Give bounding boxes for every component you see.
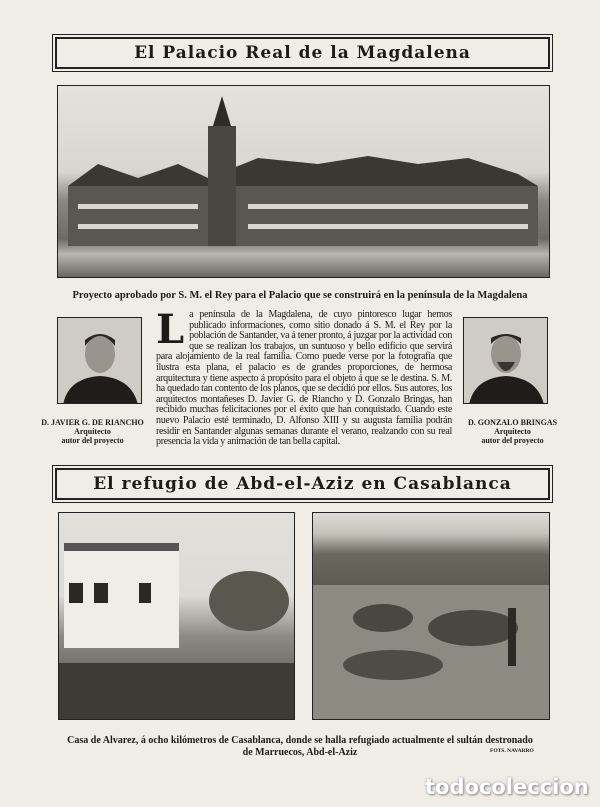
portrait-left-role: Arquitecto [74, 427, 111, 436]
drop-cap: L [156, 306, 185, 353]
palace-photo [57, 85, 550, 278]
casa-caption [20, 735, 580, 759]
portrait-right-detail: autor del proyecto [481, 436, 544, 445]
section-title-palacio: El Palacio Real de la Magdalena [55, 37, 550, 69]
portrait-left-name: D. JAVIER G. DE RIANCHO [41, 418, 144, 427]
article-text [156, 306, 453, 448]
palace-photo-caption: Proyecto aprobado por S. M. el Rey para el Palacio que se construirá en la península de la Magdalena [72, 290, 528, 301]
casa-caption-line1: Casa de Alvarez, á ocho kilómetros de Casablanca, donde se halla refugiado actualmente el sultán destronado [67, 735, 533, 746]
portrait-right-name: D. GONZALO BRINGAS [467, 418, 558, 427]
section-title-refugio: El refugio de Abd-el-Aziz en Casablanca [55, 468, 550, 500]
article-body: a península de la Magdalena, de cuyo pintoresco lugar hemos publicado informaciones, como sitio donado á S. M. el Rey por la población de Santander, va á tener pronto, á juzgar por la actividad con que se realizan los trabajos, un suntuoso y bello edificio que servirá para alojamiento de la real familia. Como puede verse por la fotografía que ilustra esta plana, el palacio es de grandes proporciones, de hermosa arquitectura y tiene aspecto á propósito para el objeto á que se le destina. S. M. ha quedado tan contento de los planos, que se decidió por ellos. Sus autores, los arquitectos montañeses D. Javier G. de Riancho y D. Gonzalo Bringas, han recibido muchas felicitaciones por el éxito que han conquistado. Cuando este nuevo Palacio esté terminado, D. Alfonso XIII y su augusta familia podrán residir en Santander algunas semanas durante el verano, realzando con su real presencia la vida y animación de tan bella capital. [156, 309, 453, 448]
portrait-left-caption [35, 418, 150, 445]
portrait-left-detail: autor del proyecto [61, 436, 124, 445]
watermark: todocoleccion [425, 775, 589, 799]
casa-alvarez-photo [58, 512, 295, 720]
portrait-right-caption [460, 418, 565, 445]
casa-caption-line2: de Marruecos, Abd-el-Aziz [242, 747, 358, 758]
portrait-riancho [57, 317, 142, 404]
portrait-right-role: Arquitecto [494, 427, 531, 436]
photo-credit: FOTS. NAVARRO [490, 748, 534, 754]
garden-photo [312, 512, 550, 720]
portrait-bringas [463, 317, 548, 404]
